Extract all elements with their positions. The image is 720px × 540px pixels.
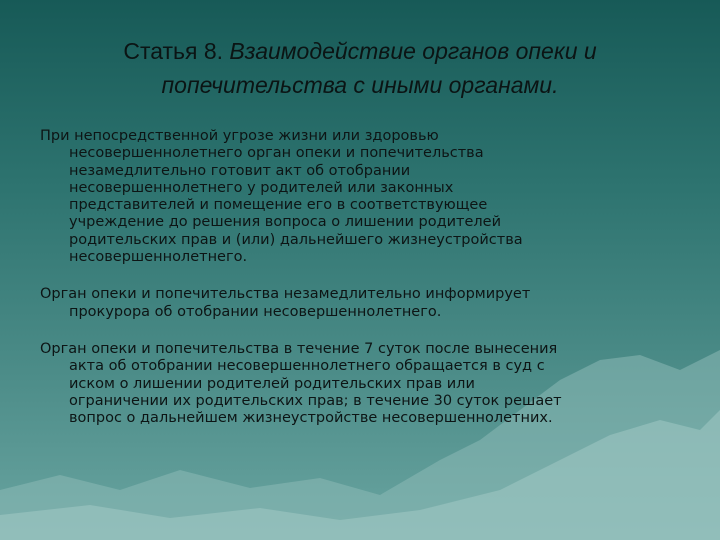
paragraph-line: Орган опеки и попечительства незамедлительно информирует	[40, 286, 531, 303]
paragraph-line: несовершеннолетнего орган опеки и попечительства	[69, 145, 484, 162]
paragraph-line: прокурора об отобрании несовершеннолетнего.	[69, 303, 442, 320]
paragraph-line: вопрос о дальнейшем жизнеустройстве несовершеннолетних.	[69, 410, 553, 427]
paragraph-3	[40, 341, 690, 427]
paragraph-line: иском о лишении родителей родительских прав или	[69, 375, 475, 392]
slide-body	[40, 128, 690, 447]
paragraph-line: несовершеннолетнего.	[69, 249, 248, 266]
paragraph-line: акта об отобрании несовершеннолетнего обращается в суд с	[69, 358, 545, 375]
paragraph-line: При непосредственной угрозе жизни или здоровью	[40, 128, 439, 144]
paragraph-line: ограничении их родительских прав; в течение 30 суток решает	[69, 392, 562, 409]
paragraph-line: родительских прав и (или) дальнейшего жизнеустройства	[69, 231, 523, 248]
paragraph-line: Орган опеки и попечительства в течение 7 суток после вынесения	[40, 340, 558, 357]
paragraph-2	[40, 286, 690, 321]
title-heading-line1: Взаимодействие органов опеки и	[223, 38, 597, 64]
paragraph-1	[40, 128, 690, 266]
paragraph-line: представителей и помещение его в соответствующее	[69, 197, 488, 214]
paragraph-line: несовершеннолетнего у родителей или законных	[69, 179, 454, 196]
title-heading-line2: попечительства с иными органами.	[161, 72, 559, 98]
slide-title	[40, 34, 680, 102]
paragraph-line: учреждение до решения вопроса о лишении родителей	[69, 214, 502, 231]
title-article-number: Статья 8.	[123, 38, 224, 64]
paragraph-line: незамедлительно готовит акт об отобрании	[69, 162, 411, 179]
